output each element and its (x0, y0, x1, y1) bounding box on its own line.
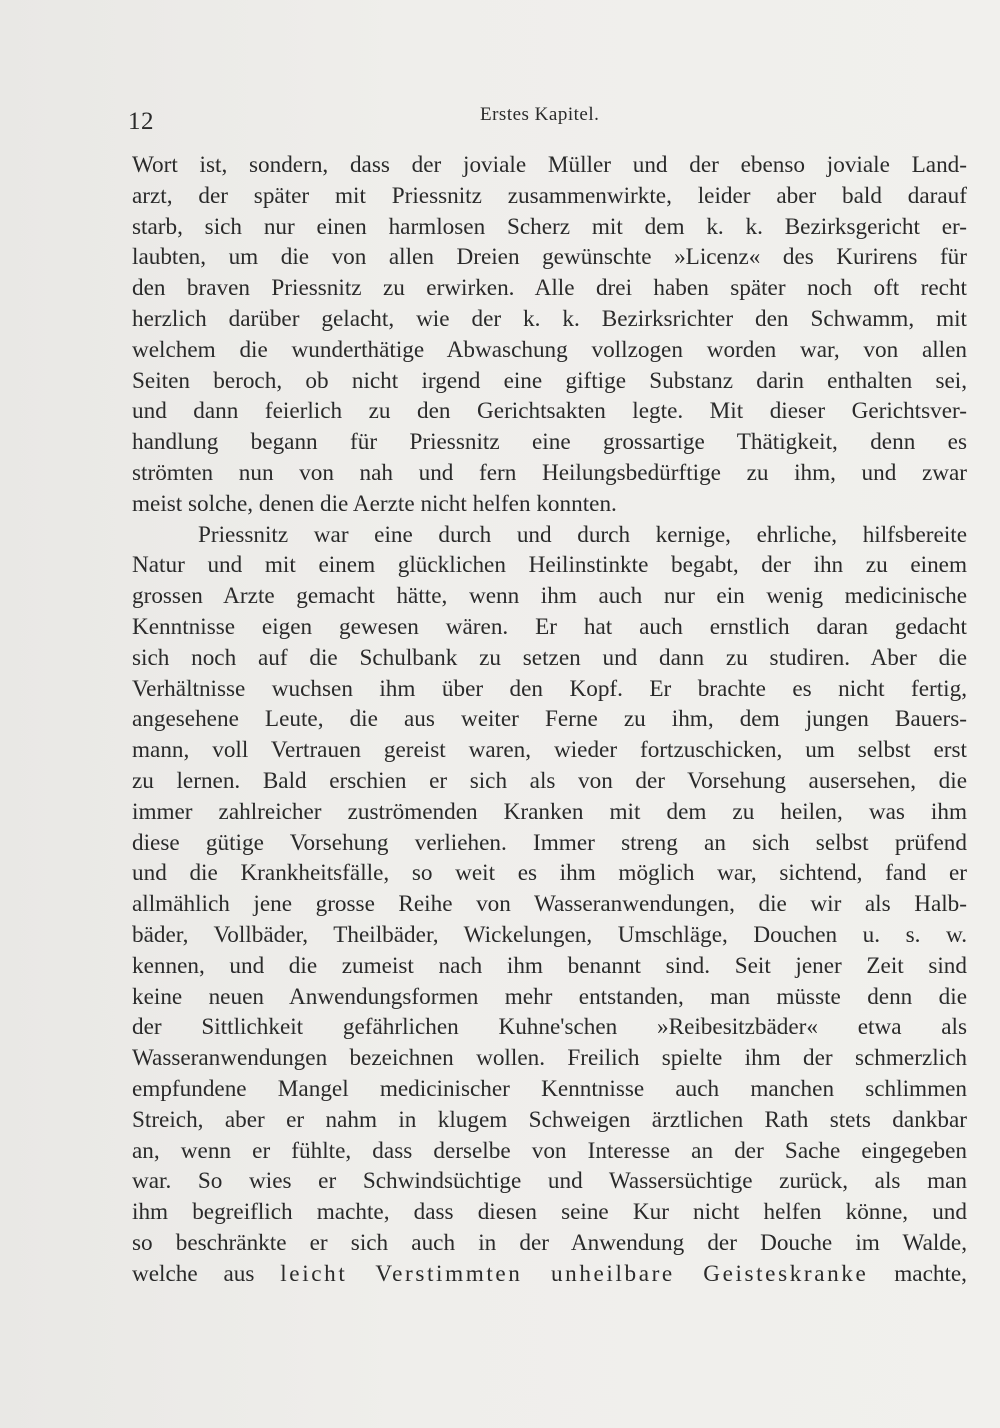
text-line: welchem die wunderthätige Abwaschung vollzogen worden war, von allen (132, 336, 967, 363)
text-line: mann, voll Vertrauen gereist waren, wieder fortzuschicken, um selbst erst (132, 737, 967, 764)
paragraph-start-line: Priessnitz war eine durch und durch kernige, ehrliche, hilfsbereite (198, 521, 967, 548)
text-line: kennen, und die zumeist nach ihm benannt sind. Seit jener Zeit sind (132, 952, 967, 979)
text-line: keine neuen Anwendungsformen mehr entstanden, man müsste denn die (132, 983, 967, 1010)
last-line-end: machte, (868, 1260, 967, 1287)
text-line: starb, sich nur einen harmlosen Scherz mit dem k. k. Bezirksgericht er- (132, 213, 967, 240)
text-line: Kenntnisse eigen gewesen wären. Er hat auch ernstlich daran gedacht (132, 613, 967, 640)
emphasized-spaced-text: leicht Verstimmten unheilbare Geisteskranke (280, 1260, 869, 1287)
text-line: zu lernen. Bald erschien er sich als von der Vorsehung ausersehen, die (132, 767, 967, 794)
text-line: so beschränkte er sich auch in der Anwendung der Douche im Walde, (132, 1229, 967, 1256)
text-line: und dann feierlich zu den Gerichtsakten legte. Mit dieser Gerichtsver- (132, 398, 967, 425)
page-number: 12 (128, 108, 154, 135)
text-line: sich noch auf die Schulbank zu setzen und dann zu studiren. Aber die (132, 644, 967, 671)
last-line-start: welche aus (132, 1260, 281, 1287)
text-line: immer zahlreicher zuströmenden Kranken mit dem zu heilen, was ihm (132, 798, 967, 825)
text-line: der Sittlichkeit gefährlichen Kuhne'schen »Reibesitzbäder« etwa als (132, 1014, 967, 1041)
text-line: bäder, Vollbäder, Theilbäder, Wickelungen, Umschläge, Douchen u. s. w. (132, 921, 967, 948)
text-line: diese gütige Vorsehung verliehen. Immer streng an sich selbst prüfend (132, 829, 967, 856)
text-line: Verhältnisse wuchsen ihm über den Kopf. Er brachte es nicht fertig, (132, 675, 967, 702)
text-line: Seiten beroch, ob nicht irgend eine giftige Substanz darin enthalten sei, (132, 367, 967, 394)
body-text (132, 150, 967, 1289)
text-line: allmählich jene grosse Reihe von Wasseranwendungen, die wir als Halb- (132, 891, 967, 918)
text-line: den braven Priessnitz zu erwirken. Alle drei haben später noch oft recht (132, 275, 967, 302)
text-line: angesehene Leute, die aus weiter Ferne zu ihm, dem jungen Bauers- (132, 706, 967, 733)
page-header (128, 100, 858, 140)
text-line: Wasseranwendungen bezeichnen wollen. Freilich spielte ihm der schmerzlich (132, 1045, 967, 1072)
paragraph-end-line: meist solche, denen die Aerzte nicht helfen konnten. (132, 490, 617, 517)
text-line: Streich, aber er nahm in klugem Schweigen ärztlichen Rath stets dankbar (132, 1106, 967, 1133)
last-text-line (132, 1259, 967, 1290)
text-line: ihm begreiflich machte, dass diesen seine Kur nicht helfen könne, und (132, 1199, 967, 1226)
text-line: handlung begann für Priessnitz eine grossartige Thätigkeit, denn es (132, 429, 967, 456)
running-head: Erstes Kapitel. (480, 104, 600, 125)
text-line: und die Krankheitsfälle, so weit es ihm möglich war, sichtend, fand er (132, 860, 967, 887)
text-line: grossen Arzte gemacht hätte, wenn ihm auch nur ein wenig medicinische (132, 583, 967, 610)
text-line: empfundene Mangel medicinischer Kenntnisse auch manchen schlimmen (132, 1075, 967, 1102)
text-line: herzlich darüber gelacht, wie der k. k. Bezirksrichter den Schwamm, mit (132, 305, 967, 332)
text-line: strömten nun von nah und fern Heilungsbedürftige zu ihm, und zwar (132, 459, 967, 486)
text-line: arzt, der später mit Priessnitz zusammenwirkte, leider aber bald darauf (132, 182, 967, 209)
text-line: laubten, um die von allen Dreien gewünschte »Licenz« des Kurirens für (132, 244, 967, 271)
text-line: an, wenn er fühlte, dass derselbe von Interesse an der Sache eingegeben (132, 1137, 967, 1164)
text-line: Wort ist, sondern, dass der joviale Müller und der ebenso joviale Land- (132, 152, 967, 178)
text-line: war. So wies er Schwindsüchtige und Wassersüchtige zurück, als man (132, 1168, 967, 1195)
text-line: Natur und mit einem glücklichen Heilinstinkte begabt, der ihn zu einem (132, 552, 967, 579)
